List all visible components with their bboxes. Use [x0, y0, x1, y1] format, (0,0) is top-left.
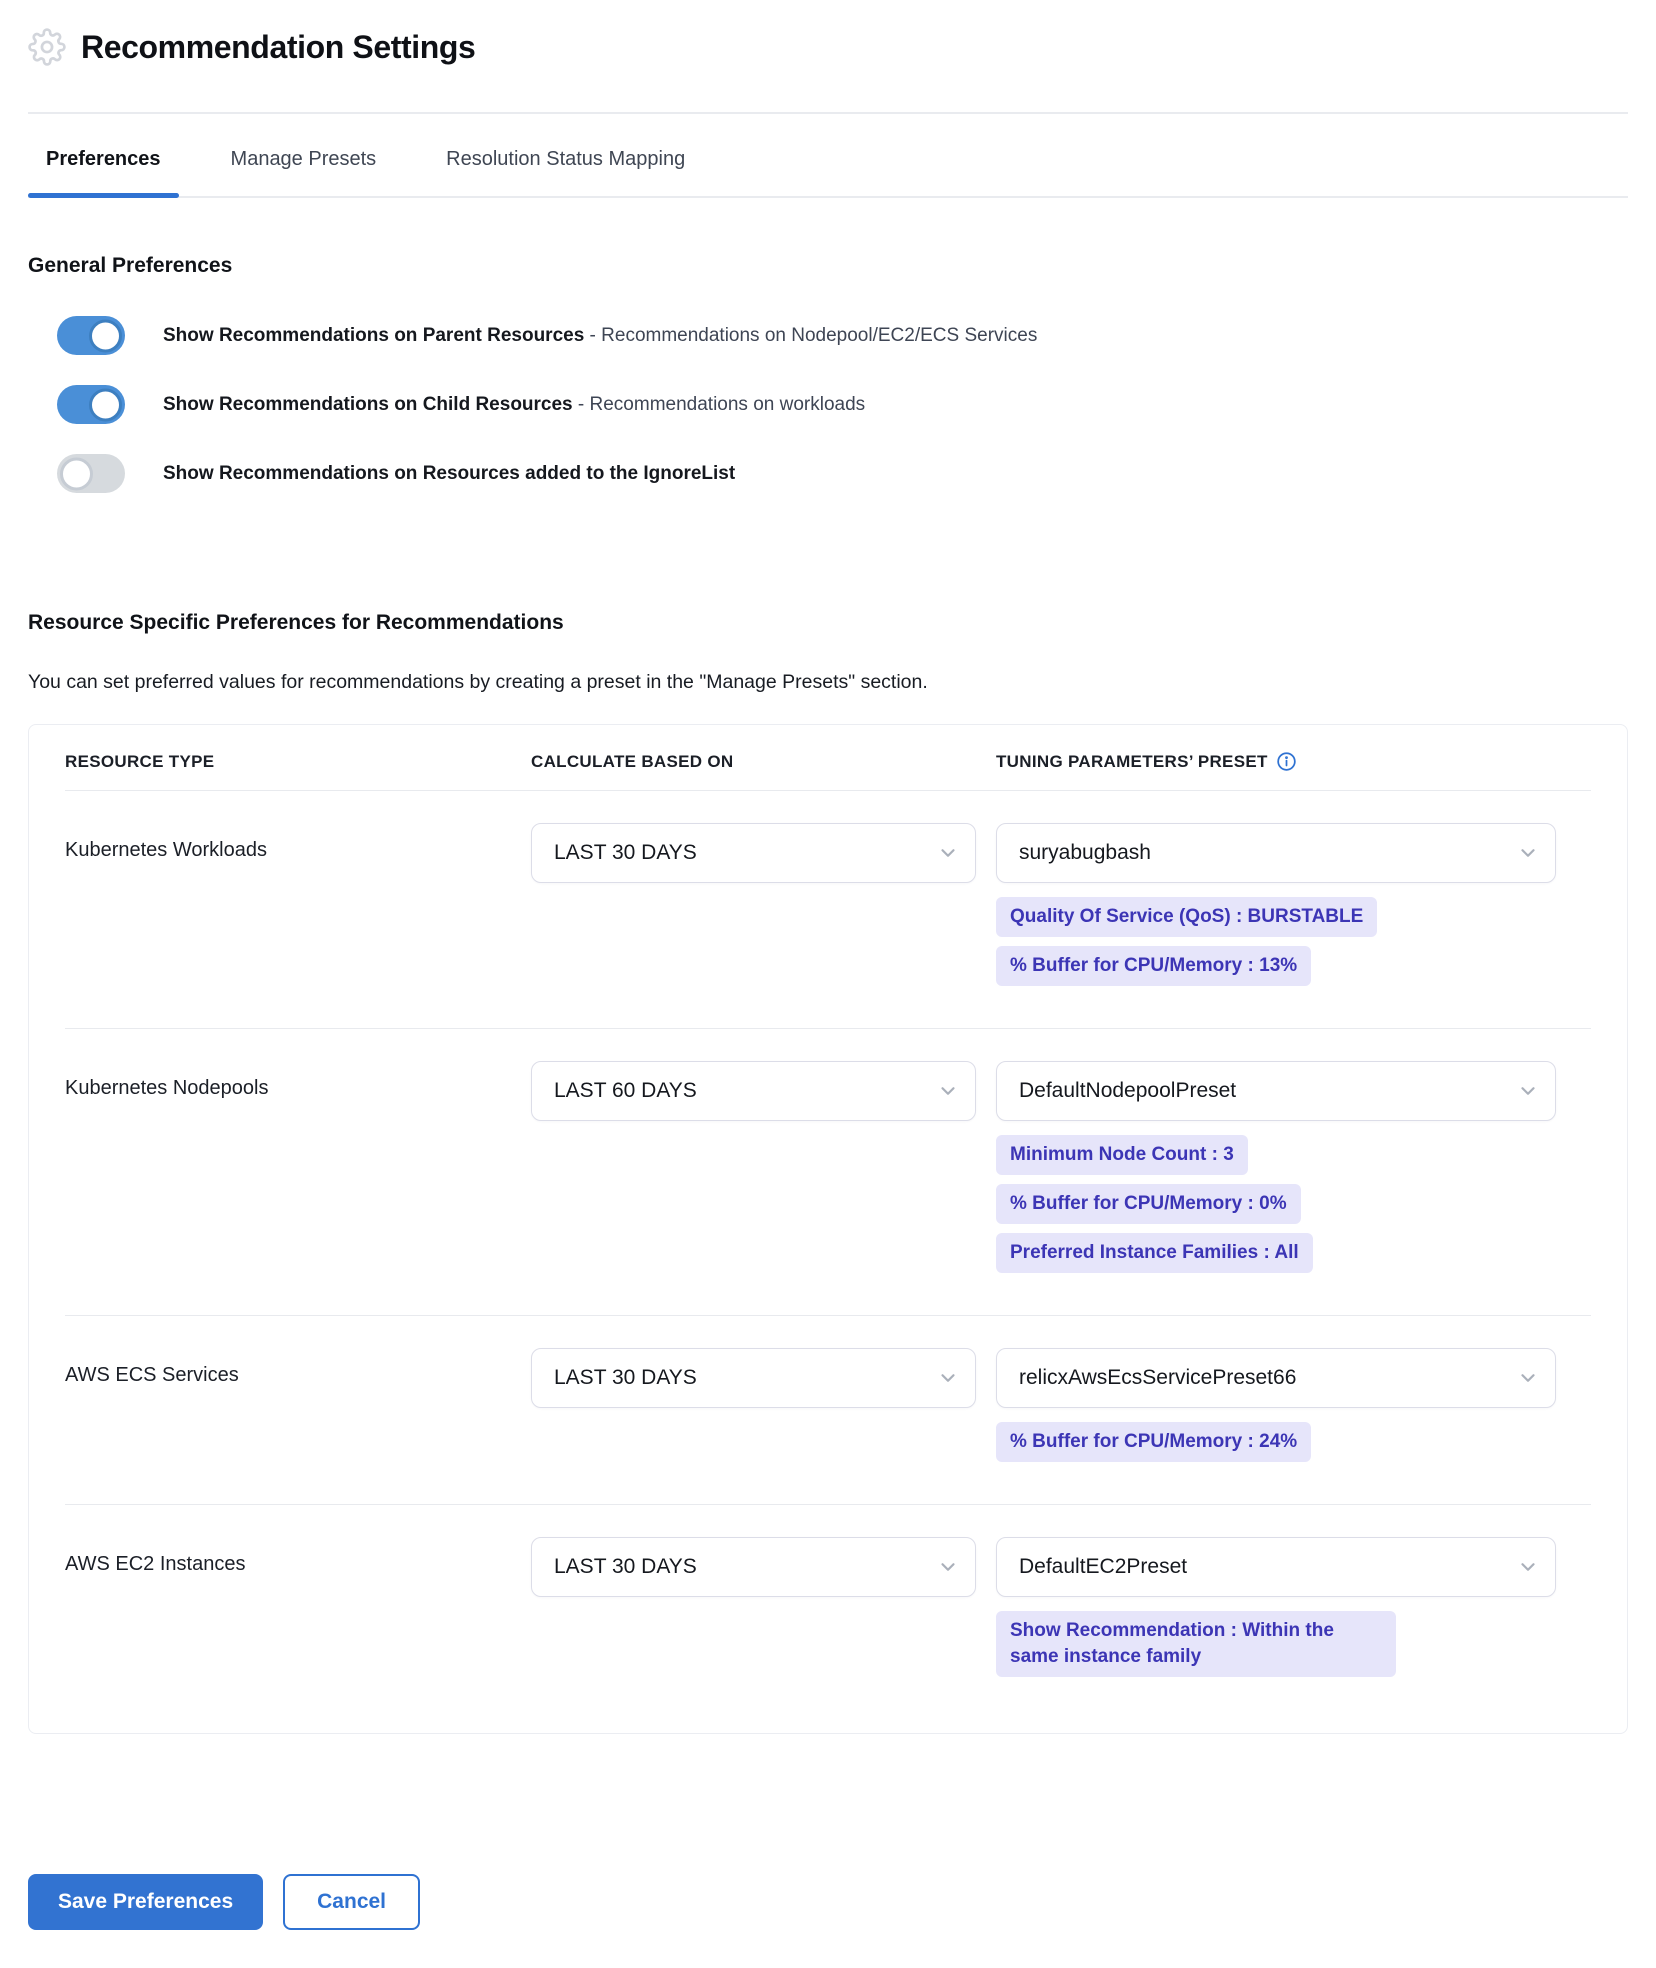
general-preferences-toggles — [28, 316, 1628, 493]
calculate-based-on-value: LAST 30 DAYS — [554, 841, 697, 864]
chevron-down-icon — [1517, 1556, 1539, 1578]
resource-type-label: Kubernetes Workloads — [65, 839, 267, 861]
preset-tag-chip: % Buffer for CPU/Memory : 0% — [996, 1184, 1301, 1224]
column-header-tuning-preset — [996, 751, 1591, 772]
preset-tags — [996, 897, 1591, 986]
table-row — [65, 1504, 1591, 1719]
tuning-preset-select[interactable] — [996, 823, 1556, 883]
calculate-based-on-value: LAST 30 DAYS — [554, 1555, 697, 1578]
column-header-tuning-preset-label: TUNING PARAMETERS’ PRESET — [996, 751, 1268, 771]
tuning-preset-value: suryabugbash — [1019, 841, 1151, 864]
toggle-label: Show Recommendations on Resources added to the IgnoreList — [163, 462, 736, 484]
calculate-based-on-value: LAST 60 DAYS — [554, 1079, 697, 1102]
preset-tags — [996, 1611, 1591, 1677]
resource-type-label: AWS ECS Services — [65, 1364, 239, 1386]
tab-preferences[interactable]: Preferences — [28, 114, 179, 196]
preset-tag-chip: Preferred Instance Families : All — [996, 1233, 1313, 1273]
resource-preferences-description: You can set preferred values for recommendations by creating a preset in the "Manage Presets" section. — [28, 671, 928, 693]
toggle-text — [163, 461, 735, 487]
table-row — [65, 1315, 1591, 1504]
chevron-down-icon — [937, 1367, 959, 1389]
resource-type-label: AWS EC2 Instances — [65, 1553, 246, 1575]
page-header — [28, 0, 1628, 66]
tuning-preset-value: relicxAwsEcsServicePreset66 — [1019, 1366, 1297, 1389]
table-row — [65, 791, 1591, 1028]
preset-tags — [996, 1135, 1591, 1273]
preset-tag-chip: Quality Of Service (QoS) : BURSTABLE — [996, 897, 1377, 937]
toggle-row — [28, 316, 1628, 355]
tuning-preset-value: DefaultEC2Preset — [1019, 1555, 1188, 1578]
chevron-down-icon — [937, 1556, 959, 1578]
tab-resolution-status-mapping[interactable]: Resolution Status Mapping — [446, 148, 686, 170]
calculate-based-on-value: LAST 30 DAYS — [554, 1366, 697, 1389]
resource-type-label: Kubernetes Nodepools — [65, 1077, 269, 1099]
toggle-knob — [89, 319, 122, 352]
column-header-calculate-based-on: CALCULATE BASED ON — [531, 751, 734, 771]
calculate-based-on-select[interactable] — [531, 823, 976, 883]
toggle-knob — [60, 457, 93, 490]
toggle-row — [28, 385, 1628, 424]
toggle-label: Show Recommendations on Child Resources — [163, 393, 573, 415]
preset-tag-chip: % Buffer for CPU/Memory : 24% — [996, 1422, 1311, 1462]
toggle-text — [163, 323, 1037, 349]
preset-tag-chip: Show Recommendation : Within the same instance family — [996, 1611, 1396, 1677]
tuning-preset-value: DefaultNodepoolPreset — [1019, 1079, 1237, 1102]
toggle-switch[interactable] — [57, 316, 125, 355]
toggle-description: - Recommendations on Nodepool/EC2/ECS Services — [584, 324, 1038, 346]
calculate-based-on-select[interactable] — [531, 1348, 976, 1408]
tuning-preset-select[interactable] — [996, 1348, 1556, 1408]
calculate-based-on-select[interactable] — [531, 1061, 976, 1121]
toggle-description: - Recommendations on workloads — [572, 393, 866, 415]
gear-icon — [28, 28, 66, 66]
chevron-down-icon — [1517, 1367, 1539, 1389]
table-header-row — [65, 725, 1591, 791]
preset-tag-chip: % Buffer for CPU/Memory : 13% — [996, 946, 1311, 986]
tuning-preset-select[interactable] — [996, 1537, 1556, 1597]
toggle-text — [163, 392, 865, 418]
table-row — [65, 1028, 1591, 1315]
footer-actions — [28, 1874, 1628, 1930]
chevron-down-icon — [937, 1080, 959, 1102]
toggle-knob — [89, 388, 122, 421]
tuning-preset-select[interactable] — [996, 1061, 1556, 1121]
resource-preferences-table — [28, 724, 1628, 1734]
tab-strip — [28, 114, 1628, 198]
resource-preferences-heading: Resource Specific Preferences for Recommendations — [28, 611, 564, 634]
info-icon[interactable] — [1276, 751, 1297, 772]
chevron-down-icon — [937, 842, 959, 864]
save-preferences-button[interactable]: Save Preferences — [28, 1874, 263, 1930]
page-title: Recommendation Settings — [81, 28, 476, 65]
toggle-switch[interactable] — [57, 454, 125, 493]
preset-tag-chip: Minimum Node Count : 3 — [996, 1135, 1248, 1175]
toggle-switch[interactable] — [57, 385, 125, 424]
chevron-down-icon — [1517, 1080, 1539, 1102]
toggle-row — [28, 454, 1628, 493]
calculate-based-on-select[interactable] — [531, 1537, 976, 1597]
cancel-button[interactable]: Cancel — [283, 1874, 420, 1930]
toggle-label: Show Recommendations on Parent Resources — [163, 324, 585, 346]
preset-tags — [996, 1422, 1591, 1462]
chevron-down-icon — [1517, 842, 1539, 864]
general-preferences-heading: General Preferences — [28, 254, 233, 277]
tab-manage-presets[interactable]: Manage Presets — [230, 148, 377, 170]
column-header-resource-type: RESOURCE TYPE — [65, 751, 215, 771]
